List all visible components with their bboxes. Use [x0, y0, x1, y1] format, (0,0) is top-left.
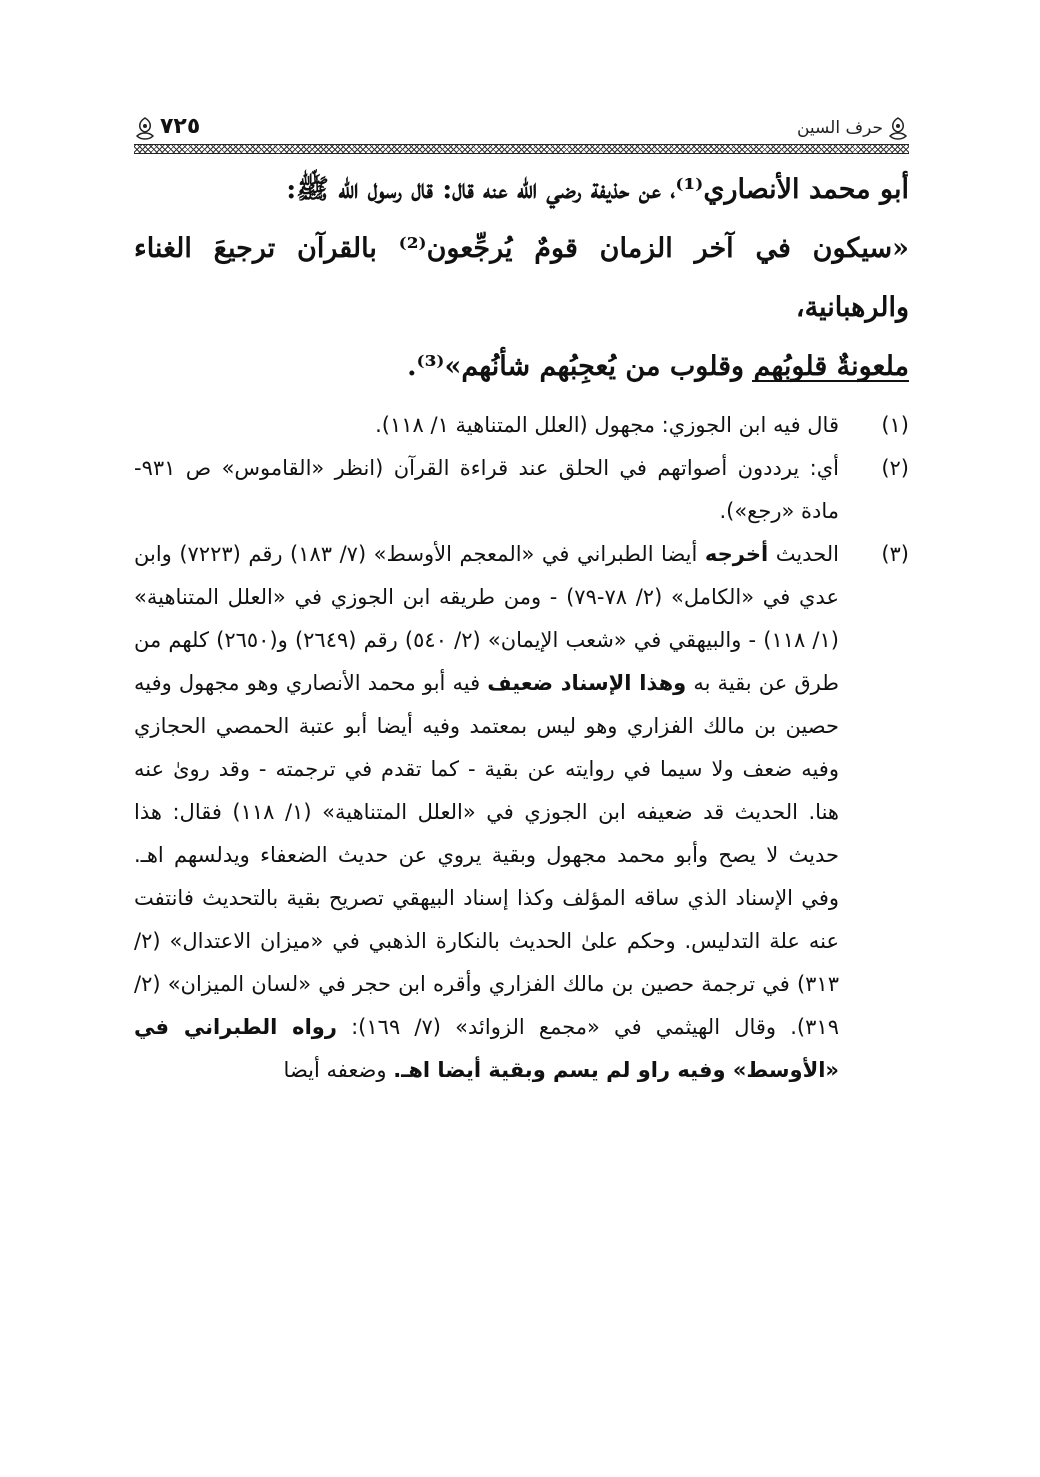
ornament-icon: [134, 116, 156, 144]
chapter-title: حرف السين: [796, 118, 883, 138]
main-line: «سيكون في آخر الزمان قومٌ يُرجِّعون⁽²⁾ بالقرآن ترجيعَ الغناء والرهبانية،: [134, 233, 909, 323]
footnote-text: قال فيه ابن الجوزي: مجهول (العلل المتناهية ١/ ١١٨).: [375, 413, 839, 437]
footnote: [134, 533, 909, 1092]
footnote-number: (٢): [881, 456, 909, 480]
footnote-bold: أخرجه: [704, 542, 769, 566]
main-line: ملعونةٌ قلوبُهم وقلوب من يُعجِبُهم شأنُهم»⁽³⁾.: [407, 351, 909, 382]
footnote: [134, 447, 909, 533]
footnote-text: أيضا الطبراني في «المعجم الأوسط» (٧/ ١٨٣) رقم (٧٢٢٣) وابن عدي في «الكامل» (٢/ ٧٨-٧٩) - ومن طريقه ابن الجوزي في «العلل المتناهية» (١/ ١١٨) - والبيهقي في «شعب الإيمان» (٢/ ٥٤٠) رقم (٢٦٤٩) و(٢٦٥٠) كلهم من طرق عن بقية به: [134, 542, 840, 695]
footnote-text: أي: يرددون أصواتهم في الحلق عند قراءة القرآن (انظر «القاموس» ص ٩٣١- مادة «رجع»).: [134, 456, 839, 523]
main-line: أبو محمد الأنصاري⁽¹⁾، عن حذيفة رضي الله عنه قال: قال رسول الله ﷺ:: [286, 174, 909, 205]
main-text: [134, 160, 909, 396]
footnote-bold: وهذا الإسناد ضعيف: [487, 671, 687, 695]
footnote-separator: [752, 380, 909, 382]
ornament-icon: [887, 116, 909, 144]
footnote-text: الحديث: [775, 542, 839, 566]
footnote-text: فيه أبو محمد الأنصاري وهو مجهول وفيه حصين بن مالك الفزاري وهو ليس بمعتمد وفيه أيضا أبو عتبة الحمصي الحجازي وفيه ضعف ولا سيما في روايته عن بقية - كما تقدم في ترجمته - وقد روىٰ عنه هنا. الحديث قد ضعيفه ابن الجوزي في «العلل المتناهية» (١/ ١١٨) فقال: هذا حديث لا يصح وأبو محمد مجهول وبقية يروي عن حديث الضعفاء ويدلسهم اهـ. وفي الإسناد الذي ساقه المؤلف وكذا إسناد البيهقي تصريح بقية بالتحديث فانتفت عنه علة التدليس. وحكم علىٰ الحديث بالنكارة الذهبي في «ميزان الاعتدال» (٢/ ٣١٣) في ترجمة حصين بن مالك الفزاري وأقره ابن حجر في «لسان الميزان» (٢/ ٣١٩). وقال الهيثمي في «مجمع الزوائد» (٧/ ١٦٩):: [134, 671, 839, 1039]
footnote-bold: رواه الطبراني في «الأوسط» وفيه راو لم يسم وبقية أيضا اهـ.: [134, 1015, 839, 1082]
page-number: ٧٢٥: [160, 114, 201, 139]
page-header: [134, 114, 909, 154]
footnote-text: وضعفه أيضا: [283, 1058, 387, 1082]
footnote-number: (٣): [881, 542, 909, 566]
footnote: [134, 404, 909, 447]
footnotes: [134, 404, 909, 1092]
footnote-number: (١): [881, 413, 909, 437]
header-rule: [134, 144, 909, 154]
